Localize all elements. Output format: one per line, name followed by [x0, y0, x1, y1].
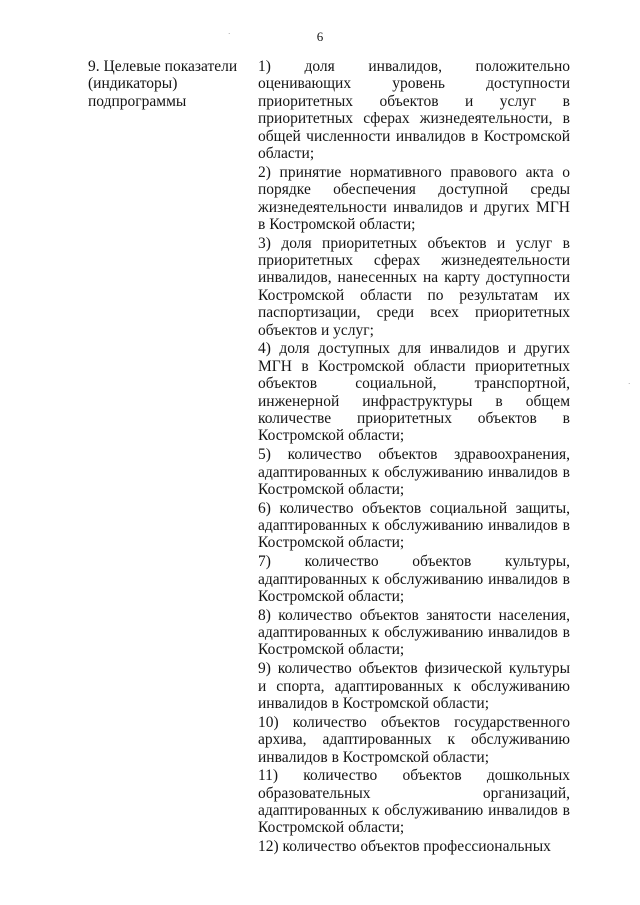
row-label: 9. Целевые показатели (индикаторы) подпрограммы: [88, 58, 238, 110]
indicator-list: [258, 58, 570, 857]
indicator-item: 9) количество объектов физической культуры и спорта, адаптированных к обслуживанию инвалидов в Костромской области;: [258, 660, 570, 712]
indicator-item: 10) количество объектов государственного архива, адаптированных к обслуживанию инвалидов в Костромской области;: [258, 713, 570, 766]
indicator-item: 11) количество объектов дошкольных образовательных организаций, адаптированных к обслуживанию инвалидов в Костромской области;: [258, 767, 570, 837]
indicator-item: 8) количество объектов занятости населения, адаптированных к обслуживанию инвалидов в Костромской области;: [258, 606, 570, 659]
scan-mark: ·: [228, 30, 231, 38]
indicator-item: 2) принятие нормативного правового акта о порядке обеспечения доступной среды жизнедеятельности инвалидов и других МГН в Костромской области;: [258, 163, 570, 233]
indicator-item: 4) доля доступных для инвалидов и других МГН в Костромской области приоритетных объектов социальной, транспортной, инженерной инфраструктуры в общем количестве приоритетных объектов в Костромской области;: [258, 340, 570, 445]
indicator-item: 1) доля инвалидов, положительно оценивающих уровень доступности приоритетных объектов и услуг в приоритетных сферах жизнедеятельности, в общей численности инвалидов в Костромской области;: [258, 58, 570, 163]
indicator-item: 12) количество объектов профессиональных: [258, 838, 551, 856]
indicator-item: 7) количество объектов культуры, адаптированных к обслуживанию инвалидов в Костромской области;: [258, 553, 570, 605]
indicator-item: 6) количество объектов социальной защиты, адаптированных к обслуживанию инвалидов в Костромской области;: [258, 499, 570, 552]
indicator-item: 5) количество объектов здравоохранения, адаптированных к обслуживанию инвалидов в Костромской области;: [258, 446, 570, 498]
scan-mark: ·: [628, 380, 631, 388]
page-number: 6: [316, 29, 324, 44]
indicator-item: 3) доля приоритетных объектов и услуг в приоритетных сферах жизнедеятельности инвалидов, нанесенных на карту доступности Костромской области по результатам их паспортизации, среди всех приоритетных объектов и услуг;: [258, 234, 570, 339]
